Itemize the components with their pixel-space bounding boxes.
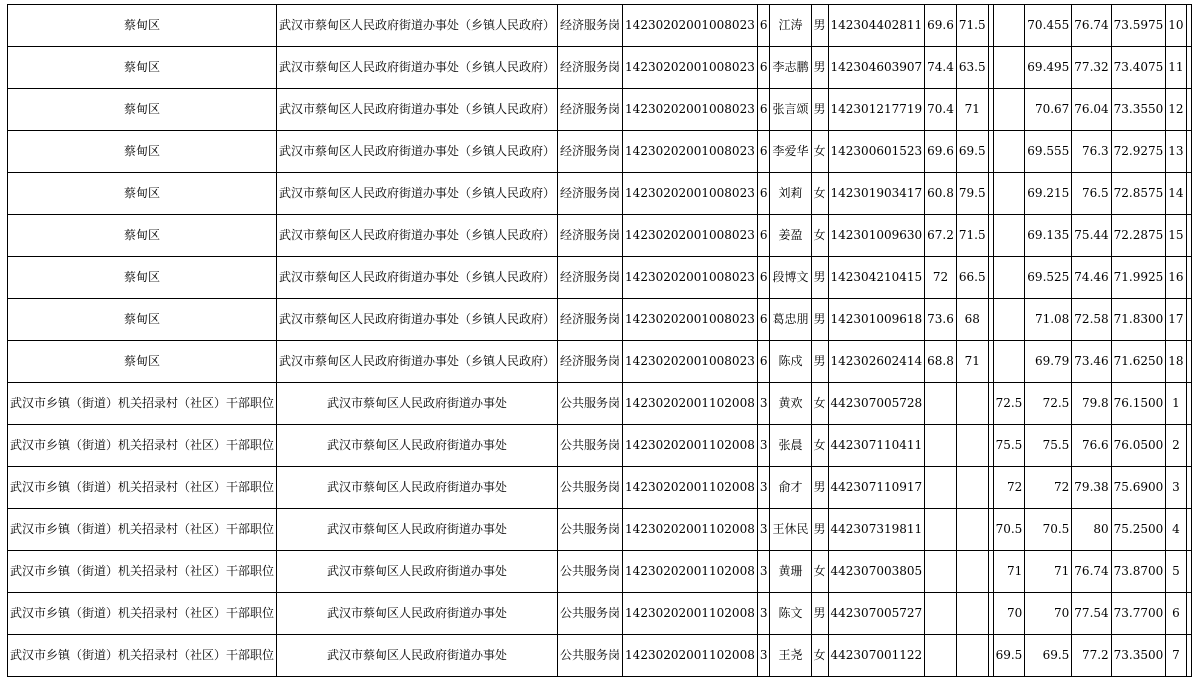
total-score-cell: 76.0500 [1111, 425, 1166, 467]
subject-score-2-cell: 71.5 [956, 215, 988, 257]
district-cell: 蔡甸区 [8, 131, 277, 173]
subject-score-4-cell: 75.5 [993, 425, 1025, 467]
table-row [8, 551, 1192, 593]
quota-cell: 6 [757, 173, 770, 215]
position-cell: 公共服务岗 [558, 509, 623, 551]
subject-score-1-cell [925, 593, 957, 635]
exam-number-cell: 142304603907 [828, 47, 925, 89]
table-row [8, 383, 1192, 425]
total-score-cell: 72.8575 [1111, 173, 1166, 215]
remark-cell [1186, 425, 1191, 467]
district-cell: 蔡甸区 [8, 5, 277, 47]
position-cell: 公共服务岗 [558, 593, 623, 635]
district-cell: 武汉市乡镇（街道）机关招录村（社区）干部职位 [8, 635, 277, 677]
rank-cell: 18 [1166, 341, 1186, 383]
remark-cell [1186, 47, 1191, 89]
district-cell: 蔡甸区 [8, 47, 277, 89]
position-cell: 经济服务岗 [558, 47, 623, 89]
name-cell: 王尧 [770, 635, 811, 677]
unit-cell: 武汉市蔡甸区人民政府街道办事处（乡镇人民政府） [277, 131, 558, 173]
table-row [8, 509, 1192, 551]
remark-cell [1186, 215, 1191, 257]
interview-score-cell: 79.38 [1072, 467, 1111, 509]
subject-score-2-cell [956, 551, 988, 593]
unit-cell: 武汉市蔡甸区人民政府街道办事处（乡镇人民政府） [277, 299, 558, 341]
subject-score-4-cell: 72 [993, 467, 1025, 509]
exam-number-cell: 142300601523 [828, 131, 925, 173]
subject-score-4-cell: 71 [993, 551, 1025, 593]
remark-cell [1186, 173, 1191, 215]
subject-score-1-cell [925, 635, 957, 677]
unit-cell: 武汉市蔡甸区人民政府街道办事处 [277, 467, 558, 509]
position-cell: 经济服务岗 [558, 89, 623, 131]
interview-score-cell: 72.58 [1072, 299, 1111, 341]
exam-number-cell: 142301009630 [828, 215, 925, 257]
position-code-cell: 14230202001008023 [623, 5, 758, 47]
table-row [8, 257, 1192, 299]
quota-cell: 3 [757, 383, 770, 425]
exam-number-cell: 142304210415 [828, 257, 925, 299]
unit-cell: 武汉市蔡甸区人民政府街道办事处（乡镇人民政府） [277, 47, 558, 89]
exam-number-cell: 142301903417 [828, 173, 925, 215]
rank-cell: 5 [1166, 551, 1186, 593]
subject-score-1-cell: 70.4 [925, 89, 957, 131]
name-cell: 李志鹏 [770, 47, 811, 89]
name-cell: 黄珊 [770, 551, 811, 593]
district-cell: 蔡甸区 [8, 89, 277, 131]
subject-score-1-cell: 68.8 [925, 341, 957, 383]
position-code-cell: 14230202001008023 [623, 47, 758, 89]
rank-cell: 3 [1166, 467, 1186, 509]
district-cell: 武汉市乡镇（街道）机关招录村（社区）干部职位 [8, 425, 277, 467]
subject-score-2-cell: 71.5 [956, 5, 988, 47]
total-score-cell: 75.6900 [1111, 467, 1166, 509]
gender-cell: 女 [811, 425, 828, 467]
subject-score-1-cell [925, 551, 957, 593]
total-score-cell: 73.7700 [1111, 593, 1166, 635]
quota-cell: 3 [757, 467, 770, 509]
interview-score-cell: 76.04 [1072, 89, 1111, 131]
unit-cell: 武汉市蔡甸区人民政府街道办事处（乡镇人民政府） [277, 341, 558, 383]
exam-number-cell: 442307003805 [828, 551, 925, 593]
total-score-cell: 71.9925 [1111, 257, 1166, 299]
exam-number-cell: 442307110411 [828, 425, 925, 467]
district-cell: 武汉市乡镇（街道）机关招录村（社区）干部职位 [8, 467, 277, 509]
written-score-cell: 69.135 [1025, 215, 1072, 257]
gender-cell: 男 [811, 47, 828, 89]
written-score-cell: 72 [1025, 467, 1072, 509]
table-row [8, 173, 1192, 215]
rank-cell: 11 [1166, 47, 1186, 89]
total-score-cell: 72.2875 [1111, 215, 1166, 257]
district-cell: 蔡甸区 [8, 341, 277, 383]
total-score-cell: 73.3550 [1111, 89, 1166, 131]
subject-score-4-cell [993, 299, 1025, 341]
position-cell: 公共服务岗 [558, 425, 623, 467]
table-row [8, 89, 1192, 131]
unit-cell: 武汉市蔡甸区人民政府街道办事处 [277, 509, 558, 551]
exam-number-cell: 142301217719 [828, 89, 925, 131]
position-code-cell: 14230202001008023 [623, 173, 758, 215]
district-cell: 武汉市乡镇（街道）机关招录村（社区）干部职位 [8, 509, 277, 551]
total-score-cell: 73.5975 [1111, 5, 1166, 47]
subject-score-1-cell [925, 509, 957, 551]
written-score-cell: 69.495 [1025, 47, 1072, 89]
position-code-cell: 14230202001102008 [623, 509, 758, 551]
gender-cell: 女 [811, 215, 828, 257]
position-cell: 经济服务岗 [558, 131, 623, 173]
unit-cell: 武汉市蔡甸区人民政府街道办事处（乡镇人民政府） [277, 257, 558, 299]
position-code-cell: 14230202001102008 [623, 467, 758, 509]
rank-cell: 14 [1166, 173, 1186, 215]
unit-cell: 武汉市蔡甸区人民政府街道办事处 [277, 551, 558, 593]
subject-score-2-cell [956, 593, 988, 635]
position-code-cell: 14230202001008023 [623, 341, 758, 383]
subject-score-2-cell: 63.5 [956, 47, 988, 89]
subject-score-4-cell [993, 257, 1025, 299]
quota-cell: 3 [757, 509, 770, 551]
rank-cell: 6 [1166, 593, 1186, 635]
name-cell: 陈戍 [770, 341, 811, 383]
gender-cell: 女 [811, 173, 828, 215]
district-cell: 武汉市乡镇（街道）机关招录村（社区）干部职位 [8, 593, 277, 635]
gender-cell: 男 [811, 257, 828, 299]
subject-score-4-cell [993, 173, 1025, 215]
quota-cell: 6 [757, 299, 770, 341]
gender-cell: 男 [811, 5, 828, 47]
written-score-cell: 70.455 [1025, 5, 1072, 47]
name-cell: 江涛 [770, 5, 811, 47]
name-cell: 葛忠朋 [770, 299, 811, 341]
interview-score-cell: 76.74 [1072, 551, 1111, 593]
interview-score-cell: 80 [1072, 509, 1111, 551]
subject-score-4-cell: 70 [993, 593, 1025, 635]
name-cell: 李爱华 [770, 131, 811, 173]
interview-score-cell: 73.46 [1072, 341, 1111, 383]
exam-number-cell: 442307319811 [828, 509, 925, 551]
subject-score-2-cell: 66.5 [956, 257, 988, 299]
quota-cell: 6 [757, 131, 770, 173]
written-score-cell: 71.08 [1025, 299, 1072, 341]
table-row [8, 425, 1192, 467]
unit-cell: 武汉市蔡甸区人民政府街道办事处（乡镇人民政府） [277, 215, 558, 257]
gender-cell: 女 [811, 131, 828, 173]
quota-cell: 3 [757, 425, 770, 467]
written-score-cell: 70 [1025, 593, 1072, 635]
name-cell: 黄欢 [770, 383, 811, 425]
name-cell: 张晨 [770, 425, 811, 467]
position-cell: 经济服务岗 [558, 257, 623, 299]
subject-score-2-cell [956, 425, 988, 467]
interview-score-cell: 75.44 [1072, 215, 1111, 257]
position-code-cell: 14230202001102008 [623, 383, 758, 425]
subject-score-4-cell: 69.5 [993, 635, 1025, 677]
gender-cell: 男 [811, 299, 828, 341]
name-cell: 刘莉 [770, 173, 811, 215]
total-score-cell: 73.4075 [1111, 47, 1166, 89]
subject-score-2-cell [956, 509, 988, 551]
written-score-cell: 69.555 [1025, 131, 1072, 173]
interview-score-cell: 76.5 [1072, 173, 1111, 215]
district-cell: 武汉市乡镇（街道）机关招录村（社区）干部职位 [8, 383, 277, 425]
rank-cell: 1 [1166, 383, 1186, 425]
total-score-cell: 73.3500 [1111, 635, 1166, 677]
remark-cell [1186, 551, 1191, 593]
unit-cell: 武汉市蔡甸区人民政府街道办事处（乡镇人民政府） [277, 173, 558, 215]
interview-score-cell: 79.8 [1072, 383, 1111, 425]
rank-cell: 12 [1166, 89, 1186, 131]
position-cell: 公共服务岗 [558, 635, 623, 677]
subject-score-4-cell [993, 215, 1025, 257]
position-code-cell: 14230202001008023 [623, 215, 758, 257]
quota-cell: 6 [757, 89, 770, 131]
subject-score-1-cell: 69.6 [925, 5, 957, 47]
unit-cell: 武汉市蔡甸区人民政府街道办事处 [277, 383, 558, 425]
interview-score-cell: 74.46 [1072, 257, 1111, 299]
district-cell: 蔡甸区 [8, 257, 277, 299]
written-score-cell: 69.215 [1025, 173, 1072, 215]
subject-score-1-cell [925, 425, 957, 467]
remark-cell [1186, 593, 1191, 635]
subject-score-1-cell: 60.8 [925, 173, 957, 215]
unit-cell: 武汉市蔡甸区人民政府街道办事处 [277, 425, 558, 467]
position-cell: 公共服务岗 [558, 383, 623, 425]
district-cell: 蔡甸区 [8, 215, 277, 257]
written-score-cell: 71 [1025, 551, 1072, 593]
position-code-cell: 14230202001102008 [623, 635, 758, 677]
subject-score-1-cell [925, 467, 957, 509]
subject-score-2-cell [956, 467, 988, 509]
written-score-cell: 69.525 [1025, 257, 1072, 299]
position-code-cell: 14230202001008023 [623, 257, 758, 299]
subject-score-1-cell: 67.2 [925, 215, 957, 257]
name-cell: 陈文 [770, 593, 811, 635]
table-row [8, 131, 1192, 173]
total-score-cell: 71.8300 [1111, 299, 1166, 341]
subject-score-1-cell: 74.4 [925, 47, 957, 89]
subject-score-2-cell: 68 [956, 299, 988, 341]
quota-cell: 3 [757, 635, 770, 677]
position-cell: 经济服务岗 [558, 299, 623, 341]
remark-cell [1186, 257, 1191, 299]
name-cell: 段博文 [770, 257, 811, 299]
district-cell: 武汉市乡镇（街道）机关招录村（社区）干部职位 [8, 551, 277, 593]
written-score-cell: 72.5 [1025, 383, 1072, 425]
rank-cell: 4 [1166, 509, 1186, 551]
interview-score-cell: 77.54 [1072, 593, 1111, 635]
position-cell: 公共服务岗 [558, 467, 623, 509]
rank-cell: 16 [1166, 257, 1186, 299]
exam-number-cell: 142304402811 [828, 5, 925, 47]
subject-score-2-cell: 79.5 [956, 173, 988, 215]
position-cell: 经济服务岗 [558, 5, 623, 47]
total-score-cell: 71.6250 [1111, 341, 1166, 383]
interview-score-cell: 77.2 [1072, 635, 1111, 677]
results-table [7, 4, 1192, 677]
gender-cell: 男 [811, 467, 828, 509]
position-code-cell: 14230202001102008 [623, 551, 758, 593]
position-code-cell: 14230202001102008 [623, 593, 758, 635]
exam-number-cell: 142301009618 [828, 299, 925, 341]
gender-cell: 女 [811, 551, 828, 593]
interview-score-cell: 76.6 [1072, 425, 1111, 467]
remark-cell [1186, 467, 1191, 509]
exam-number-cell: 142302602414 [828, 341, 925, 383]
subject-score-2-cell [956, 383, 988, 425]
position-code-cell: 14230202001008023 [623, 131, 758, 173]
interview-score-cell: 77.32 [1072, 47, 1111, 89]
quota-cell: 3 [757, 593, 770, 635]
district-cell: 蔡甸区 [8, 173, 277, 215]
subject-score-1-cell: 73.6 [925, 299, 957, 341]
subject-score-4-cell: 72.5 [993, 383, 1025, 425]
total-score-cell: 76.1500 [1111, 383, 1166, 425]
subject-score-2-cell: 69.5 [956, 131, 988, 173]
exam-number-cell: 442307005727 [828, 593, 925, 635]
gender-cell: 男 [811, 89, 828, 131]
subject-score-2-cell: 71 [956, 89, 988, 131]
position-cell: 经济服务岗 [558, 173, 623, 215]
subject-score-2-cell [956, 635, 988, 677]
exam-number-cell: 442307005728 [828, 383, 925, 425]
quota-cell: 6 [757, 257, 770, 299]
table-row [8, 635, 1192, 677]
gender-cell: 男 [811, 509, 828, 551]
rank-cell: 15 [1166, 215, 1186, 257]
interview-score-cell: 76.74 [1072, 5, 1111, 47]
interview-score-cell: 76.3 [1072, 131, 1111, 173]
rank-cell: 7 [1166, 635, 1186, 677]
exam-number-cell: 442307001122 [828, 635, 925, 677]
remark-cell [1186, 131, 1191, 173]
quota-cell: 6 [757, 5, 770, 47]
position-cell: 公共服务岗 [558, 551, 623, 593]
total-score-cell: 75.2500 [1111, 509, 1166, 551]
unit-cell: 武汉市蔡甸区人民政府街道办事处 [277, 635, 558, 677]
written-score-cell: 75.5 [1025, 425, 1072, 467]
subject-score-1-cell: 72 [925, 257, 957, 299]
rank-cell: 17 [1166, 299, 1186, 341]
unit-cell: 武汉市蔡甸区人民政府街道办事处（乡镇人民政府） [277, 89, 558, 131]
name-cell: 张言颂 [770, 89, 811, 131]
table-row [8, 215, 1192, 257]
name-cell: 王休民 [770, 509, 811, 551]
remark-cell [1186, 509, 1191, 551]
remark-cell [1186, 635, 1191, 677]
unit-cell: 武汉市蔡甸区人民政府街道办事处 [277, 593, 558, 635]
subject-score-1-cell: 69.6 [925, 131, 957, 173]
subject-score-4-cell [993, 89, 1025, 131]
table-row [8, 341, 1192, 383]
remark-cell [1186, 341, 1191, 383]
written-score-cell: 69.5 [1025, 635, 1072, 677]
total-score-cell: 73.8700 [1111, 551, 1166, 593]
table-row [8, 467, 1192, 509]
remark-cell [1186, 383, 1191, 425]
position-cell: 经济服务岗 [558, 215, 623, 257]
gender-cell: 女 [811, 635, 828, 677]
subject-score-4-cell [993, 5, 1025, 47]
position-code-cell: 14230202001102008 [623, 425, 758, 467]
name-cell: 姜盈 [770, 215, 811, 257]
subject-score-4-cell [993, 341, 1025, 383]
subject-score-4-cell [993, 131, 1025, 173]
written-score-cell: 70.67 [1025, 89, 1072, 131]
quota-cell: 6 [757, 215, 770, 257]
gender-cell: 男 [811, 593, 828, 635]
remark-cell [1186, 89, 1191, 131]
subject-score-1-cell [925, 383, 957, 425]
table-row [8, 299, 1192, 341]
total-score-cell: 72.9275 [1111, 131, 1166, 173]
remark-cell [1186, 299, 1191, 341]
table-row [8, 5, 1192, 47]
position-cell: 经济服务岗 [558, 341, 623, 383]
quota-cell: 6 [757, 341, 770, 383]
exam-number-cell: 442307110917 [828, 467, 925, 509]
rank-cell: 2 [1166, 425, 1186, 467]
district-cell: 蔡甸区 [8, 299, 277, 341]
written-score-cell: 70.5 [1025, 509, 1072, 551]
table-row [8, 47, 1192, 89]
quota-cell: 6 [757, 47, 770, 89]
rank-cell: 10 [1166, 5, 1186, 47]
quota-cell: 3 [757, 551, 770, 593]
table-row [8, 593, 1192, 635]
unit-cell: 武汉市蔡甸区人民政府街道办事处（乡镇人民政府） [277, 5, 558, 47]
remark-cell [1186, 5, 1191, 47]
written-score-cell: 69.79 [1025, 341, 1072, 383]
gender-cell: 男 [811, 341, 828, 383]
position-code-cell: 14230202001008023 [623, 299, 758, 341]
gender-cell: 女 [811, 383, 828, 425]
rank-cell: 13 [1166, 131, 1186, 173]
name-cell: 俞才 [770, 467, 811, 509]
subject-score-2-cell: 71 [956, 341, 988, 383]
position-code-cell: 14230202001008023 [623, 89, 758, 131]
subject-score-4-cell [993, 47, 1025, 89]
subject-score-4-cell: 70.5 [993, 509, 1025, 551]
